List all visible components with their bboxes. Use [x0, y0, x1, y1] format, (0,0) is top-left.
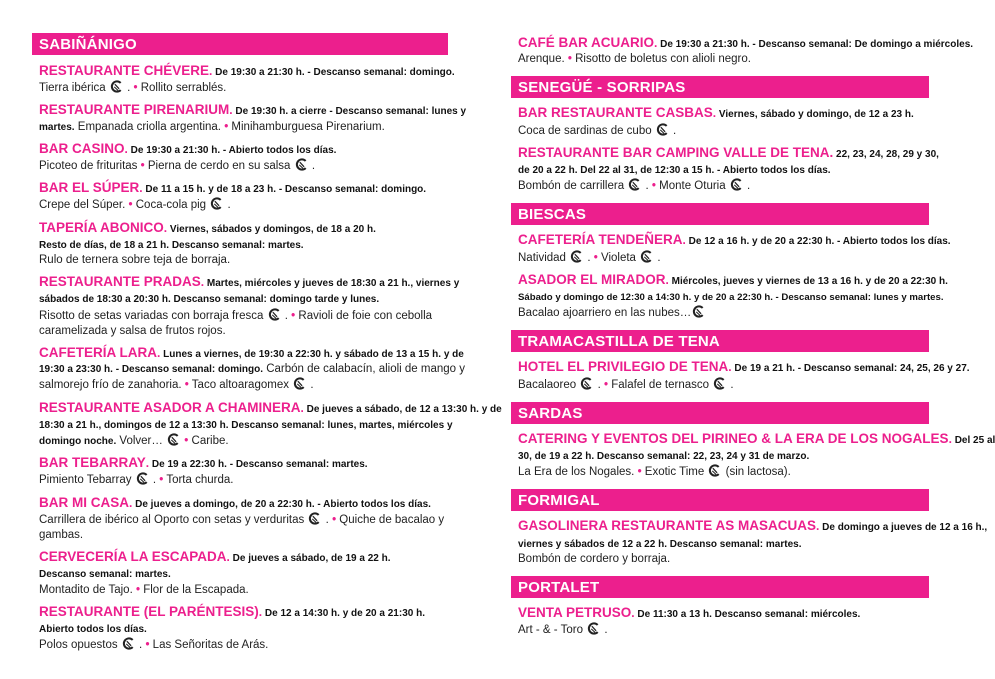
chef-c-logo-icon — [580, 377, 593, 390]
restaurant-name: RESTAURANTE PRADAS — [39, 274, 201, 290]
restaurant-name: VENTA PETRUSO — [518, 605, 632, 621]
restaurant-hours: Lunes a viernes, de 19:30 a 22:30 h. y sábado de 13 a 15 h. y de — [160, 349, 464, 361]
restaurant-entry: BAR TEBARRAY. De 19 a 22:30 h. - Descanso semanal: martes. Pimiento Tebarray . • Torta churda. — [39, 455, 368, 487]
restaurant-name: RESTAURANTE ASADOR A CHAMINERA — [39, 399, 301, 415]
chef-c-logo-icon — [293, 377, 306, 390]
dish: Coca de sardinas de cubo — [518, 124, 652, 137]
restaurant-name: RESTAURANTE PIRENARIUM — [39, 102, 230, 118]
chef-c-logo-icon — [730, 178, 743, 191]
restaurant-hours: De 19 a 22:30 h. - Descanso semanal: martes. — [149, 459, 368, 471]
dish: Falafel de ternasco — [611, 378, 710, 391]
dish: Bacalao ajoarriero en las nubes… — [518, 307, 692, 320]
dish: Volver… — [119, 435, 163, 448]
restaurant-hours: sábados de 18:30 a 20:30 h. Descanso semanal: domingo tarde y lunes. — [39, 294, 380, 306]
dish: Exotic Time — [644, 466, 705, 479]
restaurant-name: BAR TEBARRAY — [39, 455, 146, 471]
restaurant-hours: martes. — [39, 121, 75, 133]
restaurant-hours: Viernes, sábados y domingos, de 18 a 20 h. — [167, 223, 376, 235]
dish: Flor de la Escapada. — [143, 583, 249, 596]
restaurant-hours: De 12 a 14:30 h. y de 20 a 21:30 h. — [262, 607, 425, 619]
restaurant-hours: De 11:30 a 13 h. Descanso semanal: miércoles. — [634, 609, 861, 621]
restaurant-name: CAFETERÍA LARA — [39, 345, 157, 361]
dish: Carbón de calabacín, alioli de mango y — [266, 363, 466, 376]
dish: Polos opuestos — [39, 639, 118, 652]
chef-c-logo-icon — [628, 178, 641, 191]
restaurant-hours: De jueves a sábado, de 12 a 13:30 h. y de — [303, 403, 502, 415]
restaurant-hours: De 19:30 a 21:30 h. - Abierto todos los días. — [127, 144, 337, 156]
chef-c-logo-icon — [713, 377, 726, 390]
dish: Tierra ibérica — [39, 82, 106, 95]
chef-c-logo-icon — [692, 305, 705, 318]
restaurant-name: CATERING Y EVENTOS DEL PIRINEO & LA ERA DE LOS NOGALES — [518, 430, 949, 446]
restaurant-entry: BAR RESTAURANTE CASBAS. Viernes, sábado y domingo, de 12 a 23 h. Coca de sardinas de cubo . — [518, 105, 914, 137]
dish: Crepe del Súper. — [39, 199, 126, 212]
dish: Carrillera de ibérico al Oporto con setas y verduritas — [39, 513, 305, 526]
restaurant-hours: 22, 23, 24, 28, 29 y 30, — [833, 148, 939, 160]
section-header-sabinanigo: SABIÑÁNIGO — [32, 33, 448, 55]
restaurant-hours: De 19:30 a 21:30 h. - Descanso semanal: De domingo a miércoles. — [657, 39, 974, 50]
restaurant-hours: De domingo a jueves de 12 a 16 h., — [819, 522, 988, 534]
dish: Rulo de ternera sobre teja de borraja. — [39, 254, 231, 267]
restaurant-name: HOTEL EL PRIVILEGIO DE TENA — [518, 359, 729, 375]
restaurant-name: BAR MI CASA — [39, 494, 129, 510]
restaurant-entry: HOTEL EL PRIVILEGIO DE TENA. De 19 a 21 h. - Descanso semanal: 24, 25, 26 y 27. Bacalaoreo . • Falafel de ternasco . — [518, 359, 970, 391]
dish: Pierna de cerdo en su salsa — [147, 160, 291, 173]
restaurant-entry: RESTAURANTE (EL PARÉNTESIS). De 12 a 14:30 h. y de 20 a 21:30 h. Abierto todos los días. Polos opuestos . • Las Señoritas de Arás. — [39, 603, 425, 652]
restaurant-entry: GASOLINERA RESTAURANTE AS MASACUAS. De domingo a jueves de 12 a 16 h., viernes y sábados de 12 a 22 h. Descanso semanal: martes. Bombón de cordero y borraja. — [518, 518, 988, 565]
dish: Ravioli de foie con cebolla — [298, 309, 433, 322]
restaurant-entry: CATERING Y EVENTOS DEL PIRINEO & LA ERA DE LOS NOGALES. Del 25 al 30, de 19 a 22 h. Descanso semanal: 22, 23, 24 y 31 de marzo. La Era de los Nogales. • Exotic Time (sin lactosa). — [518, 430, 995, 479]
dish: Empanada criolla argentina. — [77, 120, 221, 133]
chef-c-logo-icon — [167, 433, 180, 446]
restaurant-entry: BAR CASINO. De 19:30 a 21:30 h. - Abierto todos los días. Picoteo de frituritas • Pierna de cerdo en su salsa . — [39, 140, 337, 173]
restaurant-hours: De 19:30 a 21:30 h. - Descanso semanal: domingo. — [212, 67, 455, 78]
section-header-sardas: SARDAS — [511, 402, 929, 424]
dish: Las Señoritas de Arás. — [152, 639, 269, 652]
restaurant-hours: De jueves a sábado, de 19 a 22 h. — [229, 553, 391, 565]
section-header-portalet: PORTALET — [511, 576, 929, 598]
restaurant-hours: Del 25 al — [951, 434, 995, 446]
restaurant-hours: Abierto todos los días. — [39, 624, 147, 636]
restaurant-entry: ASADOR EL MIRADOR. Miércoles, jueves y viernes de 13 a 16 h. y de 20 a 22:30 h. Sábado y domingo de 12:30 a 14:30 h. y de 20 a 22:30 h. - Descanso semanal: lunes y martes. Bacalao ajoarriero en las nubes… — [518, 271, 948, 320]
section-header-biescas: BIESCAS — [511, 203, 929, 225]
chef-c-logo-icon — [210, 197, 223, 210]
restaurant-entry: CERVECERÍA LA ESCAPADA. De jueves a sábado, de 19 a 22 h. Descanso semanal: martes. Montadito de Tajo. • Flor de la Escapada. — [39, 549, 391, 596]
dish: Bombón de cordero y borraja. — [518, 552, 671, 565]
dish: Quiche de bacalao y — [339, 513, 445, 526]
restaurant-hours: 19:30 a 23:30 h. - Descanso semanal: domingo. — [39, 364, 263, 376]
restaurant-entry: RESTAURANTE CHÉVERE. De 19:30 a 21:30 h. - Descanso semanal: domingo. Tierra ibérica . • Rollito serrablés. — [39, 63, 455, 95]
restaurant-entry: BAR MI CASA. De jueves a domingo, de 20 a 22:30 h. - Abierto todos los días. Carrillera de ibérico al Oporto con setas y verduritas . • Quiche de bacalao y gambas. — [39, 494, 445, 542]
section-header-formigal: FORMIGAL — [511, 489, 929, 511]
restaurant-name: RESTAURANTE BAR CAMPING VALLE DE TENA. — [518, 144, 834, 160]
restaurant-name: TAPERÍA ABONICO — [39, 219, 164, 235]
restaurant-hours: Descanso semanal: martes. — [39, 569, 171, 581]
dish: Risotto de setas variadas con borraja fresca — [39, 309, 264, 322]
dish: Natividad — [518, 251, 566, 264]
restaurant-name: ASADOR EL MIRADOR — [518, 271, 666, 287]
section-header-tramacastilla-de-tena: TRAMACASTILLA DE TENA — [511, 330, 929, 352]
dish: La Era de los Nogales. — [518, 466, 635, 479]
restaurant-entry: RESTAURANTE BAR CAMPING VALLE DE TENA. 22, 23, 24, 28, 29 y 30, de 20 a 22 h. Del 22 al 31, de 12:30 a 15 h. - Abierto todos los días. Bombón de carrillera . • Monte Oturia . — [518, 144, 939, 193]
restaurant-hours: De 19:30 h. a cierre - Descanso semanal: lunes y — [232, 106, 467, 118]
chef-c-logo-icon — [268, 308, 281, 321]
dish: Rollito serrablés. — [140, 82, 227, 95]
dish: Torta churda. — [166, 474, 234, 487]
restaurant-hours: Viernes, sábado y domingo, de 12 a 23 h. — [716, 109, 914, 121]
restaurant-entry: CAFETERÍA TENDEÑERA. De 12 a 16 h. y de 20 a 22:30 h. - Abierto todos los días. Natividad . • Violeta . — [518, 232, 951, 264]
dish: salmorejo frío de zanahoria. — [39, 379, 182, 392]
restaurant-hours: De 19 a 21 h. - Descanso semanal: 24, 25, 26 y 27. — [731, 363, 970, 375]
restaurant-hours: Martes, miércoles y jueves de 18:30 a 21 h., viernes y — [204, 278, 460, 290]
dish: Montadito de Tajo. — [39, 583, 133, 596]
restaurant-name: BAR RESTAURANTE CASBAS — [518, 105, 713, 121]
dish: Caribe. — [191, 435, 229, 448]
dish: Violeta — [600, 251, 636, 264]
chef-c-logo-icon — [295, 158, 308, 171]
chef-c-logo-icon — [587, 622, 600, 635]
restaurant-hours: De 11 a 15 h. y de 18 a 23 h. - Descanso semanal: domingo. — [142, 184, 427, 196]
chef-c-logo-icon — [308, 512, 321, 525]
restaurant-name: RESTAURANTE (EL PARÉNTESIS) — [39, 603, 259, 619]
restaurant-hours: 30, de 19 a 22 h. Descanso semanal: 22, 23, 24 y 31 de marzo. — [518, 451, 810, 463]
restaurant-entry: RESTAURANTE ASADOR A CHAMINERA. De jueves a sábado, de 12 a 13:30 h. y de 18:30 a 21 h., domingos de 12 a 13:30 h. Descanso semanal: lunes, martes, miércoles y domingo noche. Volver… • Caribe. — [39, 399, 502, 448]
restaurant-hours: viernes y sábados de 12 a 22 h. Descanso semanal: martes. — [518, 538, 802, 550]
left-column — [32, 0, 502, 654]
restaurant-hours: Resto de días, de 18 a 21 h. Descanso semanal: martes. — [39, 239, 304, 251]
restaurant-entry: RESTAURANTE PIRENARIUM. De 19:30 h. a cierre - Descanso semanal: lunes y martes. Empanada criolla argentina. • Minihamburguesa Pirenarium. — [39, 102, 467, 133]
dish: Monte Oturia — [659, 180, 726, 193]
dish: Bacalaoreo — [518, 378, 577, 391]
restaurant-hours: domingo noche. — [39, 436, 117, 448]
restaurant-entry: TAPERÍA ABONICO. Viernes, sábados y domingos, de 18 a 20 h. Resto de días, de 18 a 21 h. Descanso semanal: martes. Rulo de ternera sobre teja de borraja. — [39, 219, 376, 267]
restaurant-hours: 18:30 a 21 h., domingos de 12 a 13:30 h. Descanso semanal: lunes, martes, miércoles y — [39, 419, 453, 431]
dish: Arenque. — [518, 53, 565, 66]
restaurant-name: BAR EL SÚPER — [39, 180, 140, 196]
dish: Coca-cola pig — [135, 199, 207, 212]
restaurant-entry: CAFETERÍA LARA. Lunes a viernes, de 19:30 a 22:30 h. y sábado de 13 a 15 h. y de 19:30 a 23:30 h. - Descanso semanal: domingo. Carbón de calabacín, alioli de mango y salmorejo frío de zanahoria. • Taco altoaragomex . — [39, 345, 466, 392]
right-column — [511, 0, 995, 638]
dish: Pimiento Tebarray — [39, 474, 132, 487]
restaurant-name: CAFÉ BAR ACUARIO — [518, 35, 654, 50]
dish: Taco altoaragomex — [191, 379, 289, 392]
restaurant-hours: Miércoles, jueves y viernes de 13 a 16 h. y de 20 a 22:30 h. — [668, 275, 948, 287]
restaurant-name: RESTAURANTE CHÉVERE — [39, 63, 210, 78]
restaurant-name: BAR CASINO — [39, 140, 125, 156]
dish: caramelizada y salsa de frutos rojos. — [39, 324, 226, 337]
restaurant-name: CERVECERÍA LA ESCAPADA — [39, 549, 227, 565]
restaurant-name: CAFETERÍA TENDEÑERA — [518, 232, 683, 248]
restaurant-entry: VENTA PETRUSO. De 11:30 a 13 h. Descanso semanal: miércoles. Art - & - Toro . — [518, 605, 861, 637]
chef-c-logo-icon — [110, 80, 123, 93]
chef-c-logo-icon — [122, 637, 135, 650]
chef-c-logo-icon — [656, 123, 669, 136]
dish: Picoteo de frituritas — [39, 160, 138, 173]
dish: Bombón de carrillera — [518, 180, 625, 193]
dish: Risotto de boletus con alioli negro. — [575, 53, 751, 66]
dish: Minihamburguesa Pirenarium. — [231, 120, 385, 133]
restaurant-entry: CAFÉ BAR ACUARIO. De 19:30 a 21:30 h. - Descanso semanal: De domingo a miércoles. Arenque. • Risotto de boletus con alioli negro. — [518, 35, 974, 66]
restaurant-hours: de 20 a 22 h. Del 22 al 31, de 12:30 a 15 h. - Abierto todos los días. — [518, 165, 831, 177]
section-header-senegue-sorripas: SENEGÜÉ - SORRIPAS — [511, 76, 929, 98]
restaurant-entry: RESTAURANTE PRADAS. Martes, miércoles y jueves de 18:30 a 21 h., viernes y sábados de 18:30 a 20:30 h. Descanso semanal: domingo tarde y lunes. Risotto de setas variadas con borraja fresca . • Ravioli de foie con cebolla caramelizada y salsa de frutos rojos. — [39, 274, 460, 337]
restaurant-entry: BAR EL SÚPER. De 11 a 15 h. y de 18 a 23 h. - Descanso semanal: domingo. Crepe del Súper. • Coca-cola pig . — [39, 180, 427, 212]
restaurant-hours: Sábado y domingo de 12:30 a 14:30 h. y de 20 a 22:30 h. - Descanso semanal: lunes y martes. — [518, 292, 944, 304]
restaurant-name: GASOLINERA RESTAURANTE AS MASACUAS — [518, 518, 817, 534]
chef-c-logo-icon — [708, 464, 721, 477]
dish: gambas. — [39, 529, 84, 542]
chef-c-logo-icon — [136, 472, 149, 485]
dish: Art - & - Toro — [518, 624, 583, 637]
restaurant-hours: De jueves a domingo, de 20 a 22:30 h. - Abierto todos los días. — [132, 498, 431, 510]
chef-c-logo-icon — [640, 250, 653, 263]
chef-c-logo-icon — [570, 250, 583, 263]
restaurant-hours: De 12 a 16 h. y de 20 a 22:30 h. - Abierto todos los días. — [685, 236, 951, 248]
dish-note: (sin lactosa). — [725, 466, 791, 479]
